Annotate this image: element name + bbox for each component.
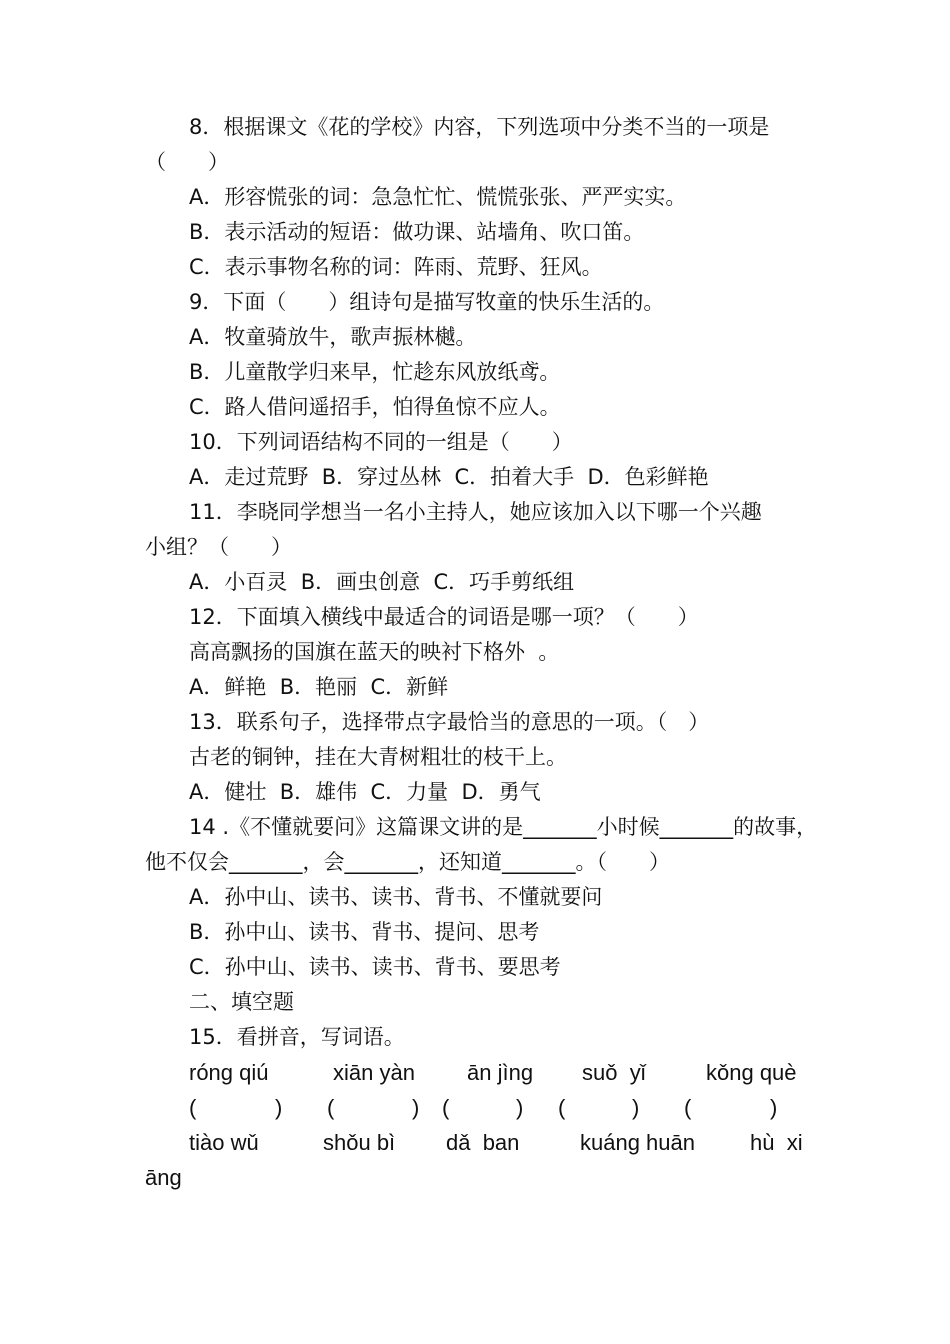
- section-heading: 二、填空题: [189, 990, 294, 1014]
- q9-option-a: A．牧童骑放牛，歌声振林樾。: [189, 325, 477, 349]
- q14-option-a: A．孙中山、读书、读书、背书、不懂就要问: [189, 885, 603, 909]
- q10-stem: 10．下列词语结构不同的一组是（ ）: [189, 430, 573, 454]
- q8-stem-line1: 8．根据课文《花的学校》内容，下列选项中分类不当的一项是: [189, 115, 770, 139]
- pinyin-item: kuáng huān: [580, 1130, 695, 1155]
- answer-bracket-close: ): [770, 1095, 778, 1120]
- answer-bracket-open: (: [442, 1095, 450, 1120]
- answer-bracket-open: (: [189, 1095, 197, 1120]
- pinyin-item: tiào wǔ: [189, 1130, 259, 1155]
- answer-bracket-open: (: [558, 1095, 566, 1120]
- q12-options: A．鲜艳 B．艳丽 C．新鲜: [189, 675, 449, 699]
- pinyin-item: xiān yàn: [333, 1060, 415, 1085]
- q8-option-a: A．形容慌张的词：急急忙忙、慌慌张张、严严实实。: [189, 185, 687, 209]
- pinyin-item-continuation: āng: [145, 1165, 182, 1190]
- q11-stem-line1: 11．李晓同学想当一名小主持人，她应该加入以下哪一个兴趣: [189, 500, 762, 524]
- pinyin-item: róng qiú: [189, 1060, 269, 1085]
- pinyin-item: hù xi: [750, 1130, 803, 1155]
- q8-option-c: C．表示事物名称的词：阵雨、荒野、狂风。: [189, 255, 603, 279]
- q9-option-c: C．路人借问遥招手，怕得鱼惊不应人。: [189, 395, 561, 419]
- pinyin-item: shǒu bì: [323, 1130, 396, 1155]
- q10-options: A．走过荒野 B．穿过丛林 C．拍着大手 D．色彩鲜艳: [189, 465, 709, 489]
- q15-stem: 15．看拼音，写词语。: [189, 1025, 405, 1049]
- answer-bracket-open: (: [684, 1095, 692, 1120]
- q11-stem-line2: 小组？（ ）: [145, 535, 292, 559]
- q8-option-b: B．表示活动的短语：做功课、站墙角、吹口笛。: [189, 220, 645, 244]
- q13-options: A．健壮 B．雄伟 C．力量 D．勇气: [189, 780, 541, 804]
- q11-options: A．小百灵 B．画虫创意 C．巧手剪纸组: [189, 570, 575, 594]
- q14-option-b: B．孙中山、读书、背书、提问、思考: [189, 920, 540, 944]
- q14-stem-line2: 他不仅会_______，会_______，还知道_______。（ ）: [145, 850, 670, 874]
- q14-stem-line1: 14 .《不懂就要问》这篇课文讲的是_______小时候_______的故事，: [189, 815, 818, 839]
- q12-stem: 12．下面填入横线中最适合的词语是哪一项？（ ）: [189, 605, 699, 629]
- q12-sentence: 高高飘扬的国旗在蓝天的映衬下格外 。: [189, 640, 560, 664]
- answer-bracket-close: ): [275, 1095, 283, 1120]
- q13-stem: 13．联系句子，选择带点字最恰当的意思的一项。（ ）: [189, 710, 710, 734]
- pinyin-item: ān jìng: [467, 1060, 534, 1085]
- answer-bracket-close: ): [412, 1095, 420, 1120]
- q9-option-b: B．儿童散学归来早，忙趁东风放纸鸢。: [189, 360, 561, 384]
- pinyin-item: dǎ ban: [446, 1130, 520, 1155]
- pinyin-item: suǒ yǐ: [582, 1060, 646, 1085]
- q13-sentence: 古老的铜钟，挂在大青树粗壮的枝干上。: [189, 745, 567, 769]
- answer-bracket-close: ): [516, 1095, 524, 1120]
- answer-bracket-open: (: [327, 1095, 335, 1120]
- q14-option-c: C．孙中山、读书、读书、背书、要思考: [189, 955, 561, 979]
- pinyin-item: kǒng què: [706, 1060, 797, 1085]
- q9-stem: 9．下面（ ）组诗句是描写牧童的快乐生活的。: [189, 290, 665, 314]
- q8-stem-line2: （ ）: [145, 150, 229, 174]
- answer-bracket-close: ): [632, 1095, 640, 1120]
